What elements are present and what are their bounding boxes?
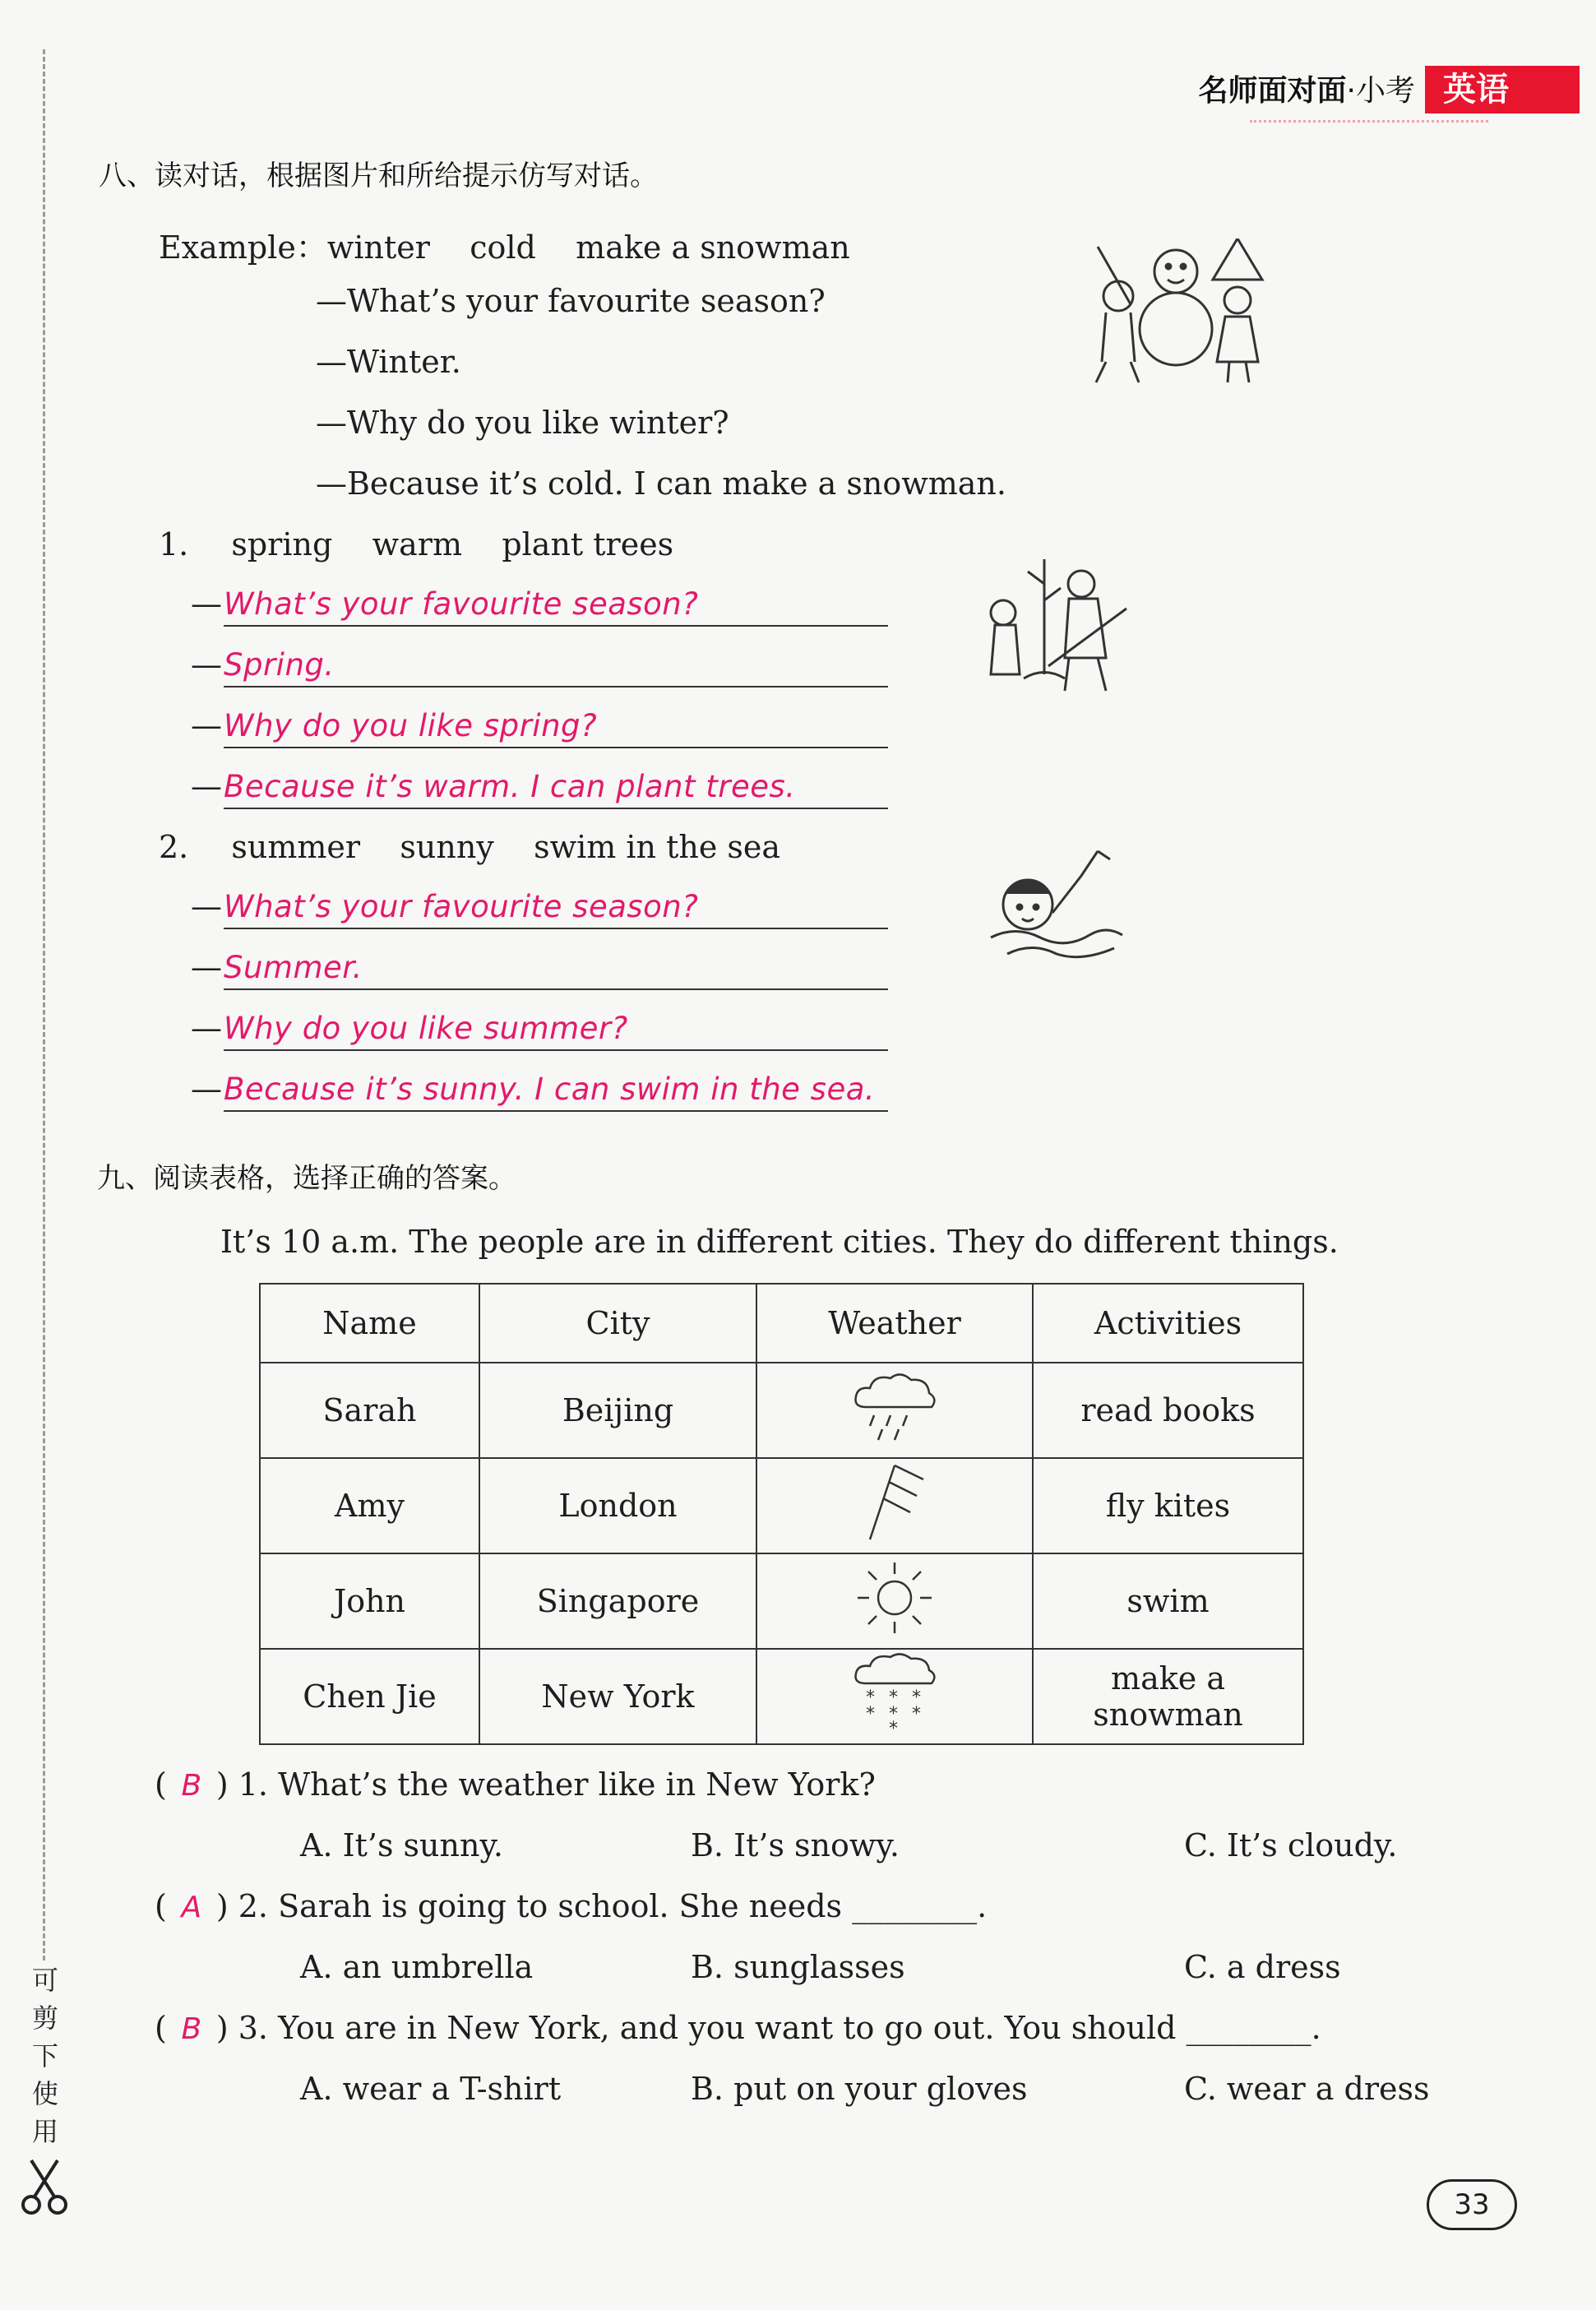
city-cell: Singapore <box>479 1553 756 1649</box>
answer-line[interactable]: Why do you like summer? <box>224 1000 888 1051</box>
name-cell: Sarah <box>260 1363 479 1458</box>
book-title: 名师面对面·小考 <box>1198 74 1415 108</box>
option-b: B. It’s snowy. <box>691 1827 900 1863</box>
dash: — <box>191 586 222 622</box>
name-cell: Chen Jie <box>260 1649 479 1744</box>
option-c: C. a dress <box>1184 1949 1341 1985</box>
weather-table <box>259 1283 1304 1745</box>
svg-text:*: * <box>889 1703 898 1724</box>
dash: — <box>191 888 222 924</box>
plant-trees-picture <box>983 559 1131 699</box>
sun-icon <box>854 1561 936 1635</box>
name-cell: John <box>260 1553 479 1649</box>
example-hint: Example：winter cold make a snowman <box>159 229 850 266</box>
weather-cell <box>756 1363 1033 1458</box>
dash: — <box>191 646 222 683</box>
answer-line[interactable]: Why do you like spring? <box>224 697 888 748</box>
dash: — <box>191 768 222 804</box>
column-header: Name <box>260 1284 479 1363</box>
question-2: ( A ) 2. Sarah is going to school. She needs ________. <box>155 1888 988 1924</box>
activity-cell: fly kites <box>1033 1458 1303 1553</box>
cut-guide-line <box>43 49 45 1990</box>
answer-line[interactable]: Summer. <box>224 939 888 990</box>
snow-icon <box>849 1652 940 1734</box>
dash: — <box>191 1071 222 1107</box>
weather-cell <box>756 1553 1033 1649</box>
table-row <box>260 1649 1303 1744</box>
snowman-picture <box>1081 238 1270 387</box>
option-a: A. an umbrella <box>300 1949 534 1985</box>
question-1: ( B ) 1. What’s the weather like in New York? <box>155 1766 876 1803</box>
activity-cell: read books <box>1033 1363 1303 1458</box>
example-line: —What’s your favourite season? <box>316 283 826 319</box>
column-header: Weather <box>756 1284 1033 1363</box>
page-number: 33 <box>1427 2179 1517 2230</box>
column-header: City <box>479 1284 756 1363</box>
scissors-icon <box>21 2159 67 2216</box>
header-decoration <box>1250 120 1488 123</box>
activity-cell: swim <box>1033 1553 1303 1649</box>
answer-mark[interactable]: B <box>181 1769 202 1803</box>
answer-line[interactable]: Because it’s sunny. I can swim in the sea. <box>224 1061 888 1112</box>
question-3: ( B ) 3. You are in New York, and you want to go out. You should ________. <box>155 2010 1321 2046</box>
svg-text:*: * <box>889 1687 898 1708</box>
table-intro: It’s 10 a.m. The people are in different cities. They do different things. <box>220 1224 1339 1260</box>
activity-cell: make a snowman <box>1033 1649 1303 1744</box>
option-b: B. sunglasses <box>691 1949 905 1985</box>
answer-line[interactable]: Spring. <box>224 637 888 687</box>
cut-hint: 可 剪 下 使 用 <box>25 1961 66 2150</box>
option-c: C. wear a dress <box>1184 2071 1430 2107</box>
rain-icon <box>849 1370 940 1444</box>
table-row <box>260 1553 1303 1649</box>
subject-tab: 英语 <box>1425 66 1580 113</box>
city-cell: Beijing <box>479 1363 756 1458</box>
option-a: A. wear a T-shirt <box>300 2071 562 2107</box>
answer-line[interactable]: What’s your favourite season? <box>224 878 888 929</box>
section-8-title: 八、读对话，根据图片和所给提示仿写对话。 <box>99 160 658 192</box>
column-header: Activities <box>1033 1284 1303 1363</box>
wind-icon <box>858 1461 932 1544</box>
weather-cell <box>756 1458 1033 1553</box>
answer-line[interactable]: Because it’s warm. I can plant trees. <box>224 758 888 809</box>
option-a: A. It’s sunny. <box>300 1827 503 1863</box>
dash: — <box>191 949 222 985</box>
table-header-row <box>260 1284 1303 1363</box>
answer-line[interactable]: What’s your favourite season? <box>224 576 888 627</box>
option-b: B. put on your gloves <box>691 2071 1028 2107</box>
answer-mark[interactable]: B <box>181 2012 202 2046</box>
question-1-hint: 1. spring warm plant trees <box>159 526 674 562</box>
swimmer-picture <box>983 843 1131 966</box>
example-line: —Winter. <box>316 344 461 380</box>
option-c: C. It’s cloudy. <box>1184 1827 1398 1863</box>
answer-mark[interactable]: A <box>181 1891 202 1924</box>
example-line: —Why do you like winter? <box>316 405 729 441</box>
example-line: —Because it’s cold. I can make a snowman. <box>316 465 1006 502</box>
svg-text:*: * <box>889 1718 898 1734</box>
table-row <box>260 1458 1303 1553</box>
weather-cell <box>756 1649 1033 1744</box>
svg-text:*: * <box>866 1687 875 1708</box>
table-row <box>260 1363 1303 1458</box>
name-cell: Amy <box>260 1458 479 1553</box>
svg-text:*: * <box>912 1687 921 1708</box>
question-2-hint: 2. summer sunny swim in the sea <box>159 829 781 865</box>
svg-text:*: * <box>912 1703 921 1724</box>
dash: — <box>191 707 222 743</box>
dash: — <box>191 1010 222 1046</box>
svg-text:*: * <box>866 1703 875 1724</box>
section-9-title: 九、阅读表格，选择正确的答案。 <box>97 1162 516 1195</box>
city-cell: New York <box>479 1649 756 1744</box>
city-cell: London <box>479 1458 756 1553</box>
